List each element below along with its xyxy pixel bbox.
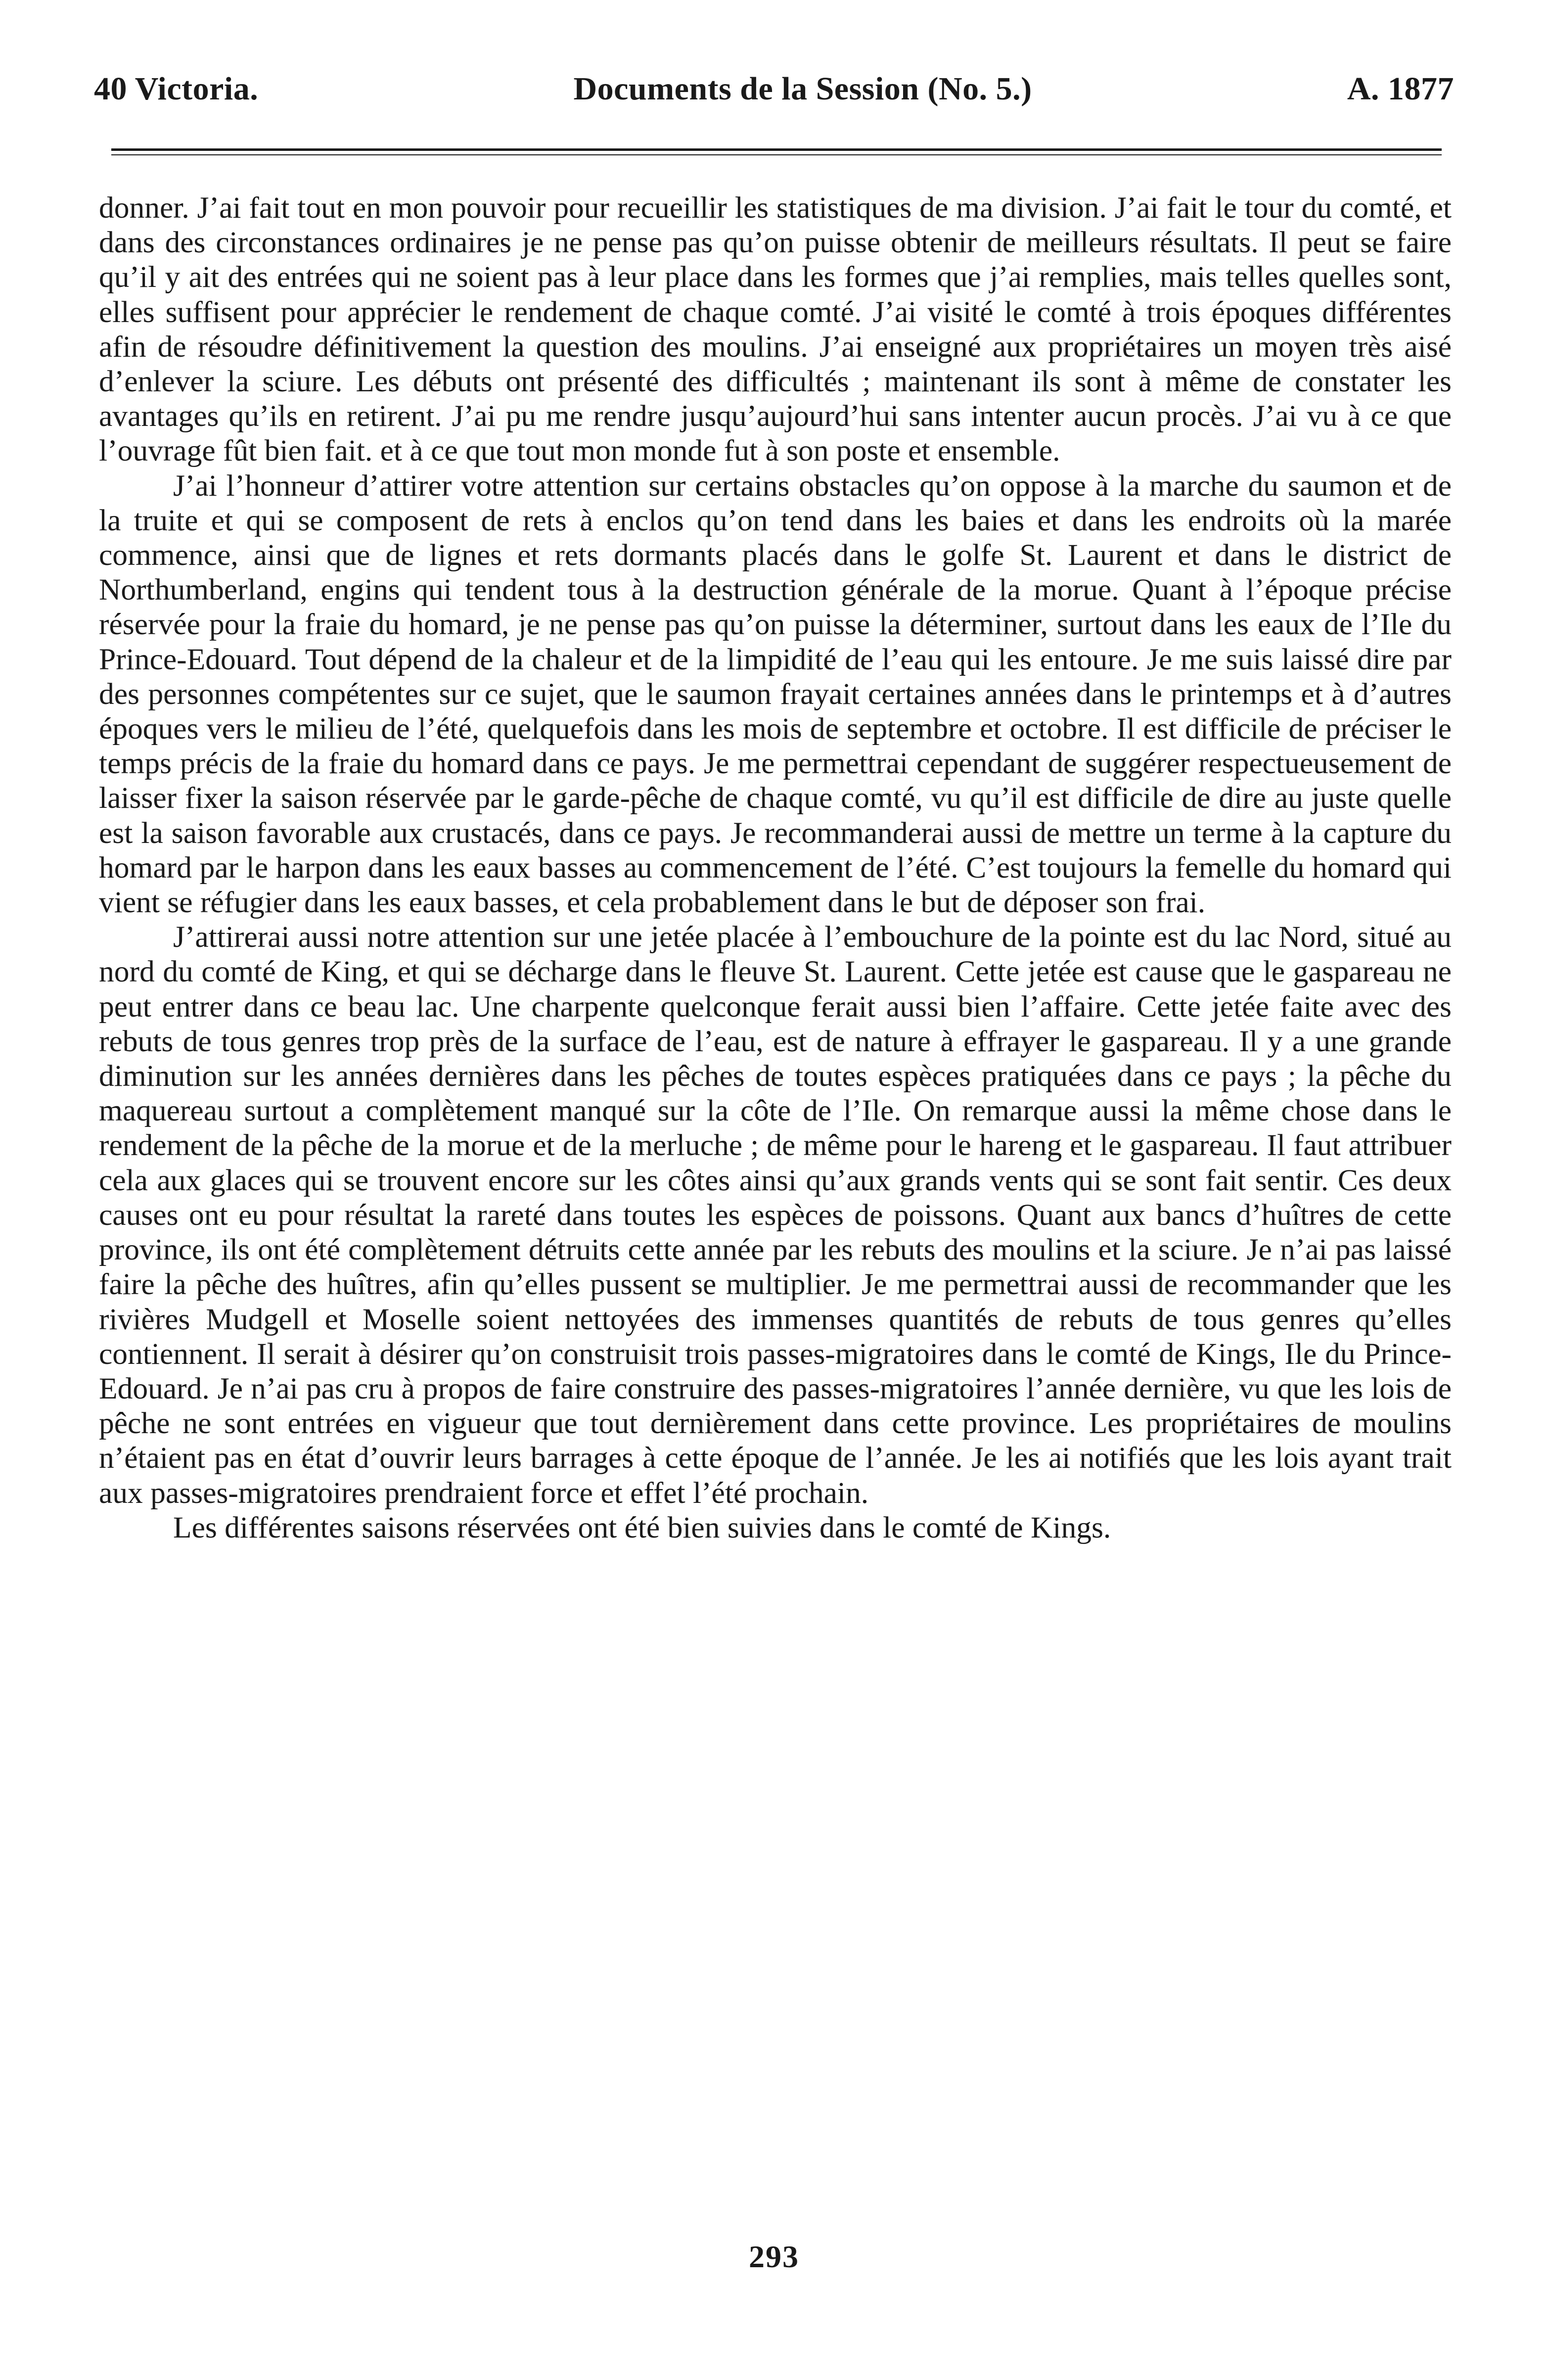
page-number: 293 [749,2239,799,2274]
running-header [94,62,1454,116]
header-rule-thick [111,148,1442,151]
header-volume: 40 Victoria. [94,71,259,107]
header-year: A. 1877 [1347,71,1454,107]
header-title: Documents de la Session (No. 5.) [573,71,1032,107]
header-rule-thin [111,154,1442,155]
header-rule [111,148,1442,155]
paragraph-salmon-obstacles: J’ai l’honneur d’attirer votre attention sur certains obstacles qu’on oppose à la marche du saumon et de la truite et qui se composent de rets à enclos qu’on tend dans les baies et dans les endroits où la marée commence, ainsi que de lignes et rets dormants placés dans le golfe St. Laurent et dans le district de Northumberland, engins qui tendent tous à la destruction générale de la morue. Quant à l’époque précise réservée pour la fraie du homard, je ne pense pas qu’on puisse la déterminer, surtout dans les eaux de l’Ile du Prince-Edouard. Tout dépend de la chaleur et de la limpidité de l’eau qui les entoure. Je me suis laissé dire par des personnes compétentes sur ce sujet, que le saumon frayait certaines années dans le printemps et à d’autres époques vers le milieu de l’été, quelquefois dans les mois de septembre et octobre. Il est difficile de préciser le temps précis de la fraie du homard dans ce pays. Je me permettrai cependant de suggérer respectueusement de laisser fixer la saison réservée par le garde-pêche de chaque comté, vu qu’il est difficile de dire au juste quelle est la saison favorable aux crustacés, dans ce pays. Je recommanderai aussi de mettre un terme à la capture du homard par le harpon dans les eaux basses au commencement de l’été. C’est toujours la femelle du homard qui vient se réfugier dans les eaux basses, et cela probablement dans le but de déposer son frai. [99,468,1452,920]
paragraph-jetty-and-fisheries: J’attirerai aussi notre attention sur une jetée placée à l’embouchure de la pointe est du lac Nord, situé au nord du comté de King, et qui se décharge dans le fleuve St. Laurent. Cette jetée est cause que le gaspareau ne peut entrer dans ce beau lac. Une charpente quelconque ferait aussi bien l’affaire. Cette jetée faite avec des rebuts de tous genres trop près de la surface de l’eau, est de nature à effrayer le gaspareau. Il y a une grande diminution sur les années dernières dans les pêches de toutes espèces pratiquées dans ce pays ; la pêche du maquereau surtout a complètement manqué sur la côte de l’Ile. On remarque aussi la même chose dans le rendement de la pêche de la morue et de la merluche ; de même pour le hareng et le gaspareau. Il faut attribuer cela aux glaces qui se trouvent encore sur les côtes ainsi qu’aux grands vents qui se sont fait sentir. Ces deux causes ont eu pour résultat la rareté dans toutes les espèces de poissons. Quant aux bancs d’huîtres de cette province, ils ont été complètement détruits cette année par les rebuts des moulins et la sciure. Je n’ai pas laissé faire la pêche des huîtres, afin qu’elles pussent se multiplier. Je me permettrai aussi de recommander que les rivières Mudgell et Moselle soient nettoyées des immenses quantités de rebuts de tous genres qu’elles contiennent. Il serait à désirer qu’on construisit trois passes-migratoires dans le comté de Kings, Ile du Prince-Edouard. Je n’ai pas cru à propos de faire construire des passes-migratoires l’année dernière, vu que les lois de pêche ne sont entrées en vigueur que tout dernièrement dans cette province. Les propriétaires de moulins n’étaient pas en état d’ouvrir leurs barrages à cette époque de l’année. Je les ai notifiés que les lois ayant trait aux passes-migratoires prendraient force et effet l’été prochain. [99,920,1452,1510]
paragraph-continuation: donner. J’ai fait tout en mon pouvoir pour recueillir les statistiques de ma division. J’ai fait le tour du comté, et dans des circonstances ordinaires je ne pense pas qu’on puisse obtenir de meilleurs résultats. Il peut se faire qu’il y ait des entrées qui ne soient pas à leur place dans les formes que j’ai remplies, mais telles quelles sont, elles suffisent pour apprécier le rendement de chaque comté. J’ai visité le comté à trois époques différentes afin de résoudre définitivement la question des moulins. J’ai enseigné aux propriétaires un moyen très aisé d’enlever la sciure. Les débuts ont présenté des difficultés ; maintenant ils sont à même de constater les avantages qu’ils en retirent. J’ai pu me rendre jusqu’aujourd’hui sans intenter aucun procès. J’ai vu à ce que l’ouvrage fût bien fait. et à ce que tout mon monde fut à son poste et ensemble. [99,191,1452,468]
body-text [99,190,1452,1545]
paragraph-closing: Les différentes saisons réservées ont été bien suivies dans le comté de Kings. [173,1510,1111,1544]
